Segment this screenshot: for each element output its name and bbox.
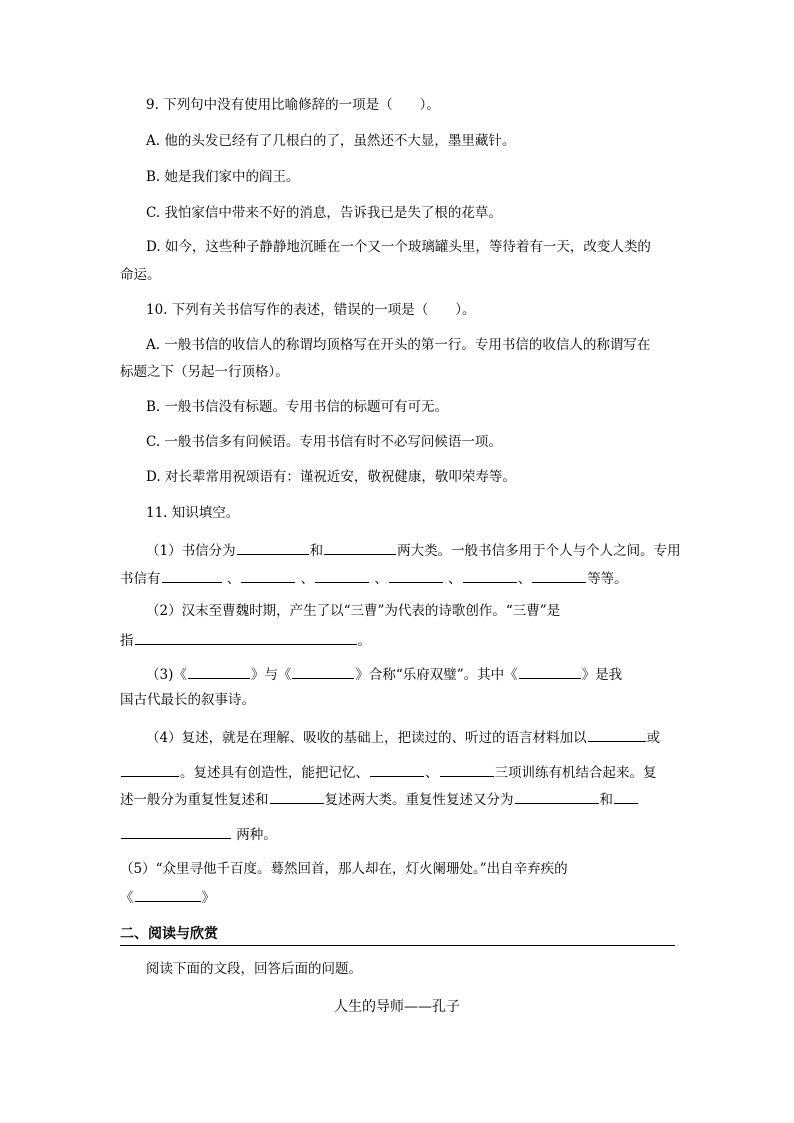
q11-p2-line2: [120, 630, 371, 650]
separator: 、: [222, 571, 241, 587]
fill-blank[interactable]: [463, 568, 517, 583]
section-divider: [120, 945, 675, 946]
q11-p3-line2: 国古代最长的叙事诗。: [120, 692, 255, 708]
q11-p5-line1: （5）“众里寻他千百度。蓦然回首，那人却在，灯火阑珊处。”出自辛弃疾的: [120, 861, 568, 877]
fill-blank[interactable]: [121, 762, 179, 777]
q11-p1-text4: 书信有: [120, 571, 161, 587]
q10-option-a-line1: A. 一般书信的收信人的称谓均顶格写在开头的第一行。专用书信的收信人的称谓写在: [146, 337, 651, 353]
q11-p2-text3: 。: [357, 633, 371, 649]
q9-option-b: B. 她是我们家中的阎王。: [146, 169, 300, 185]
fill-blank[interactable]: [270, 789, 324, 804]
fill-blank[interactable]: [315, 568, 369, 583]
reading-instruction: 阅读下面的文段，回答后面的问题。: [146, 961, 362, 977]
fill-blank[interactable]: [389, 568, 443, 583]
q11-p4-text7: 复述两大类。重复性复述又分为: [324, 792, 514, 808]
q11-p5-text2: 《: [120, 890, 134, 906]
fill-blank[interactable]: [292, 664, 354, 679]
q11-p3-text1: （3)《: [146, 667, 187, 683]
q11-p4-text5: 三项训练有机结合起来。复: [494, 765, 657, 781]
q11-p4-text2: 或: [646, 730, 661, 746]
fill-blank[interactable]: [324, 540, 396, 555]
q10-option-a-line2: 标题之下（另起一行顶格）。: [120, 364, 289, 380]
q11-p5-line2: [120, 887, 215, 907]
separator: 、: [370, 571, 388, 587]
q11-p5-text3: 》: [201, 890, 215, 906]
q10-option-d: D. 对长辈常用祝颂语有：谨祝近安，敬祝健康，敬叩荣寿等。: [146, 469, 516, 485]
q11-p1-text1: （1）书信分为: [146, 543, 236, 559]
fill-blank[interactable]: [135, 887, 201, 902]
q11-p4-text1: （4）复述，就是在理解、吸收的基础上，把读过的、听过的语言材料加以: [146, 730, 587, 746]
fill-blank[interactable]: [440, 762, 494, 777]
q11-p3-text4: 》是我: [581, 667, 623, 683]
fill-blank[interactable]: [135, 630, 357, 645]
q9-option-c: C. 我怕家信中带来不好的消息，告诉我已是失了根的花草。: [146, 205, 502, 221]
q11-p1-text2: 和: [309, 543, 324, 559]
fill-blank[interactable]: [519, 664, 581, 679]
q11-p4-line3: [120, 789, 639, 809]
fill-blank[interactable]: [588, 727, 646, 742]
fill-blank[interactable]: [241, 568, 295, 583]
fill-blank[interactable]: [188, 664, 250, 679]
separator: 、: [296, 571, 315, 587]
q11-p1-line2: [120, 568, 628, 588]
q11-p4-text3: 。复述具有创造性，能把记忆、: [180, 765, 369, 781]
q10-stem: 10. 下列有关书信写作的表述，错误的一项是（ ）。: [146, 302, 476, 318]
q11-p3-text2: 》与《: [250, 667, 292, 683]
q11-p2-text2: 指: [120, 633, 134, 649]
fill-blank[interactable]: [614, 789, 638, 804]
q11-p4-line2: [120, 762, 657, 782]
q11-p3-text3: 》合称“乐府双璧”。其中《: [355, 667, 518, 683]
q11-p4-line4: [120, 824, 277, 844]
separator: 、: [443, 571, 462, 587]
fill-blank[interactable]: [532, 568, 586, 583]
fill-blank[interactable]: [237, 540, 309, 555]
fill-blank[interactable]: [162, 568, 222, 583]
q11-p4-text6: 述一般分为重复性复述和: [120, 792, 269, 808]
q11-p1-text5: 等等。: [587, 571, 628, 587]
q11-stem: 11. 知识填空。: [146, 505, 240, 521]
q11-p1-line1: [146, 540, 681, 560]
q9-option-a: A. 他的头发已经有了几根白的了，虽然还不大显，墨里藏针。: [146, 133, 516, 149]
q11-p4-text8: 和: [599, 792, 613, 808]
q11-p2-line1: （2）汉末至曹魏时期，产生了以“三曹”为代表的诗歌创作。“三曹”是: [146, 603, 561, 619]
q10-option-b: B. 一般书信没有标题。专用书信的标题可有可无。: [146, 399, 449, 415]
q9-option-d-line2: 命运。: [120, 267, 161, 283]
q11-p4-line1: [146, 727, 660, 747]
q11-p4-text9: 两种。: [232, 827, 277, 843]
section-heading: 二、阅读与欣赏: [120, 926, 218, 942]
fill-blank[interactable]: [121, 824, 231, 839]
q9-option-d-line1: D. 如今，这些种子静静地沉睡在一个又一个玻璃罐头里，等待着有一天，改变人类的: [146, 239, 651, 255]
q11-p4-text4: 、: [425, 765, 439, 781]
q11-p1-text3: 两大类。一般书信多用于个人与个人之间。专用: [397, 543, 681, 559]
q10-option-c: C. 一般书信多有问候语。专用书信有时不必写问候语一项。: [146, 434, 502, 450]
passage-title: 人生的导师——孔子: [334, 999, 460, 1015]
q9-stem: 9. 下列句中没有使用比喻修辞的一项是（ ）。: [146, 97, 440, 113]
separator: 、: [517, 571, 532, 587]
q11-p3-line1: [146, 664, 622, 684]
fill-blank[interactable]: [515, 789, 599, 804]
fill-blank[interactable]: [370, 762, 424, 777]
